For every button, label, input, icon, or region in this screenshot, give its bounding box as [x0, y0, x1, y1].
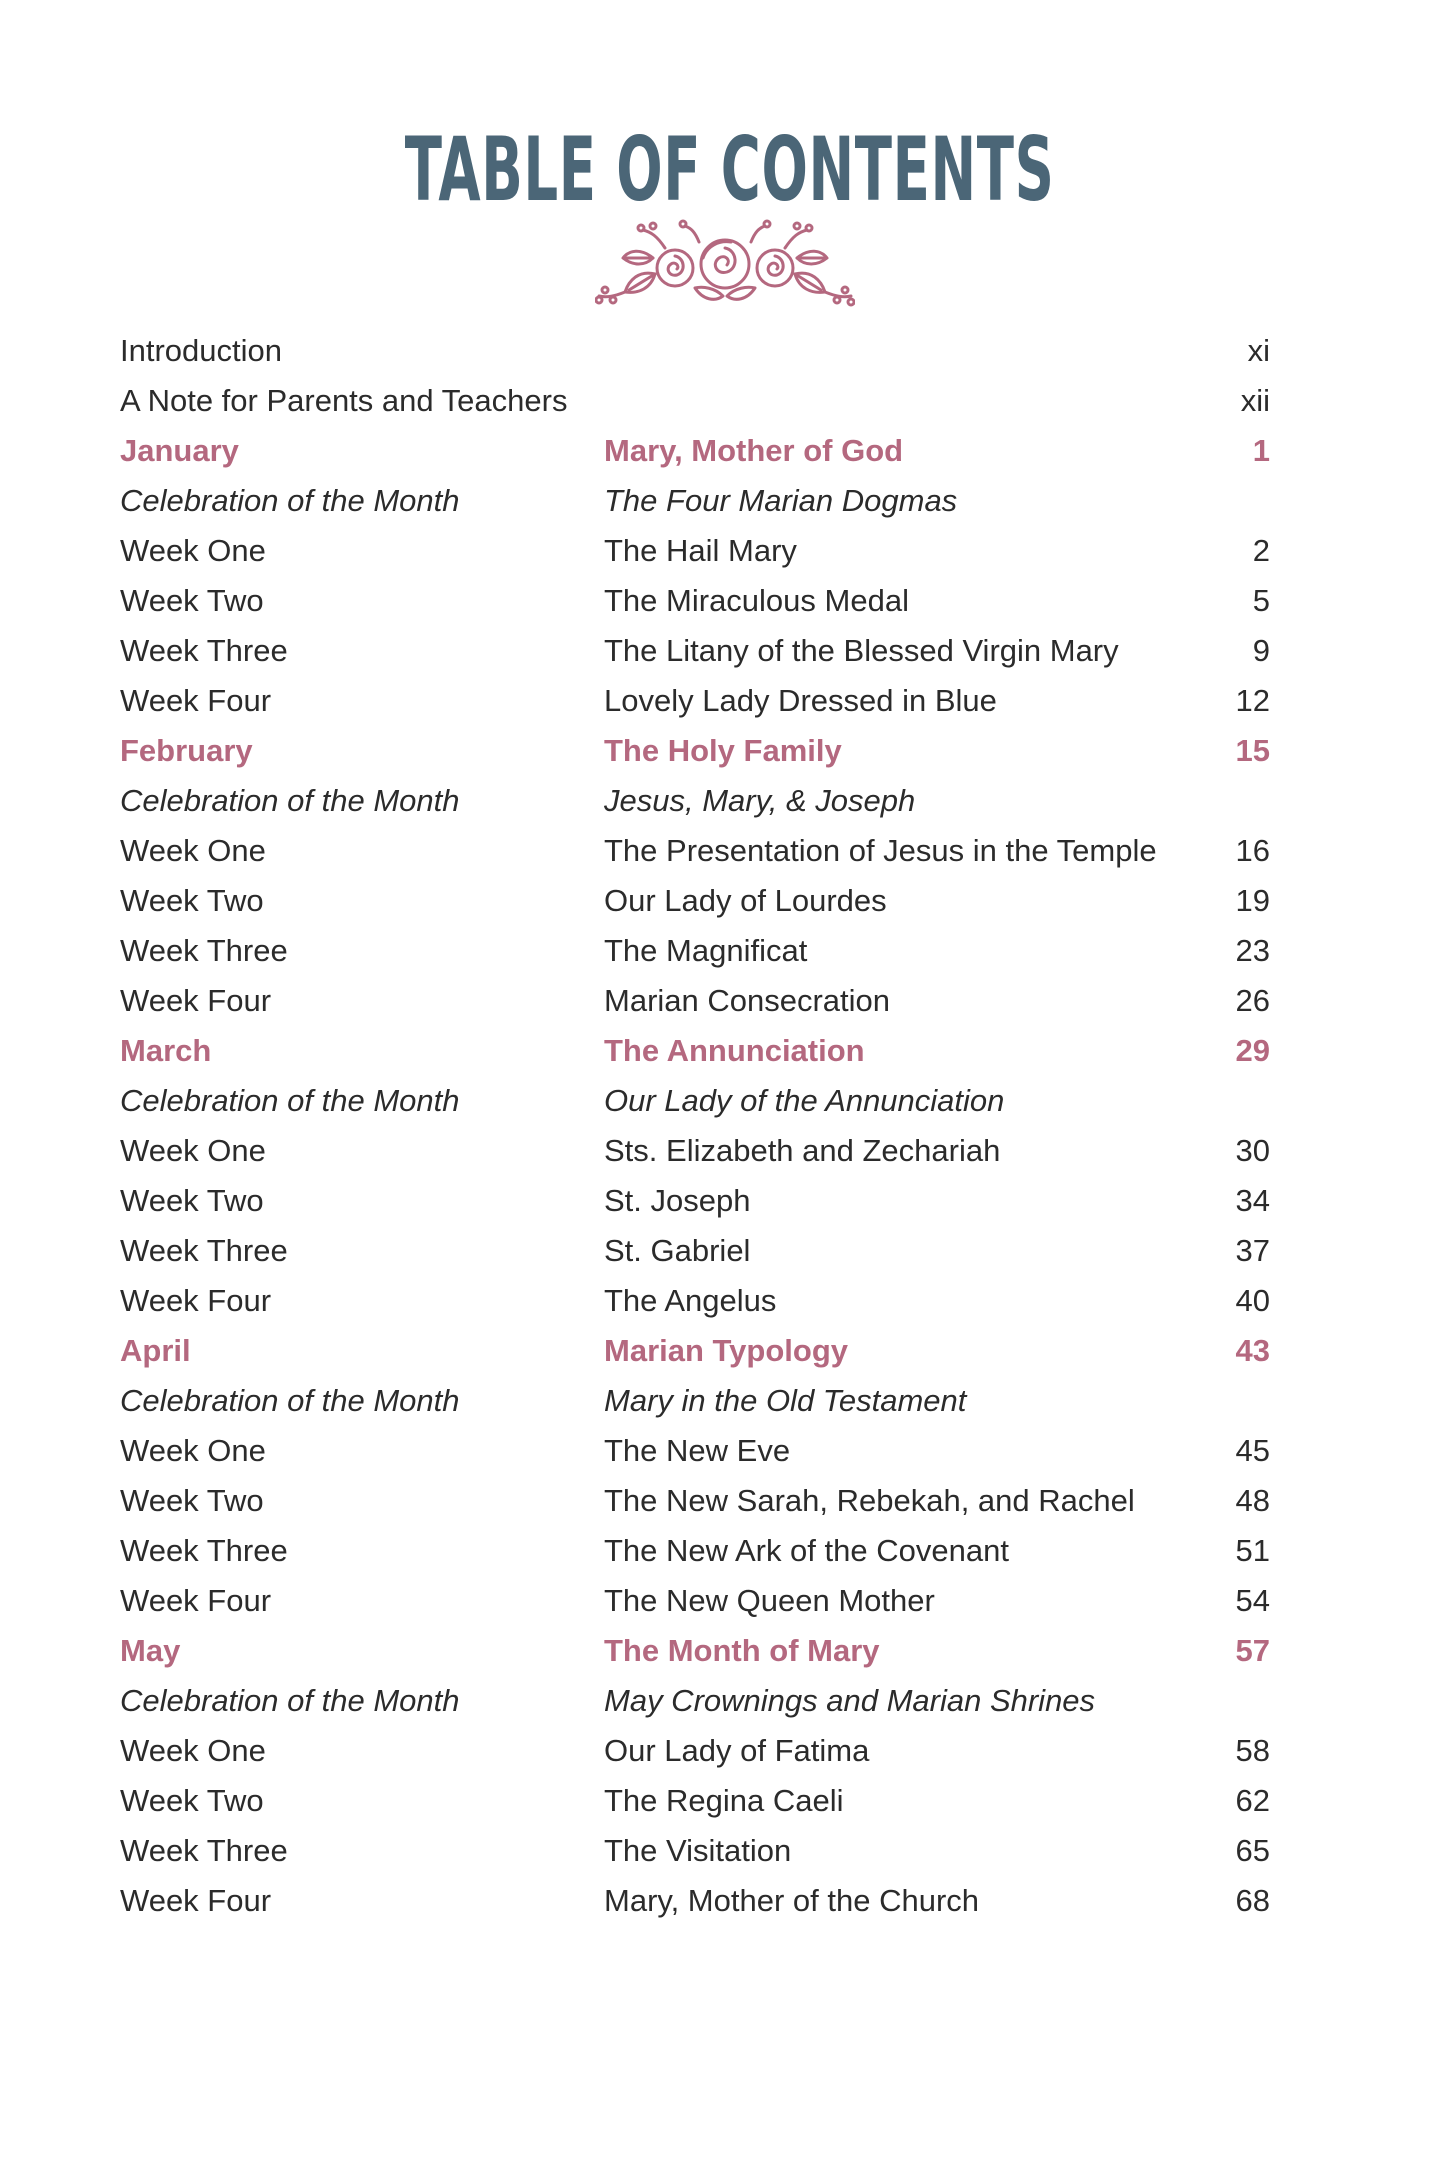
toc-row-label: Celebration of the Month [120, 483, 460, 518]
toc-row-topic: The Hail Mary [604, 533, 797, 568]
toc-row[interactable] [120, 1076, 1270, 1126]
toc-row-topic: Our Lady of Lourdes [604, 883, 887, 918]
toc-row-page-number: 23 [1235, 933, 1270, 968]
toc-row-label: Week Three [120, 933, 288, 968]
toc-row-page-number: 51 [1235, 1533, 1270, 1568]
toc-month-row[interactable] [120, 1026, 1270, 1076]
toc-row-label: Celebration of the Month [120, 783, 460, 818]
toc-row-page-number: 15 [1235, 733, 1270, 768]
toc-row[interactable] [120, 1426, 1270, 1476]
toc-row[interactable] [120, 1226, 1270, 1276]
toc-row-page-number: xi [1247, 333, 1270, 368]
toc-row-page-number: 16 [1235, 833, 1270, 868]
toc-row-label: A Note for Parents and Teachers [120, 383, 568, 418]
page-title: TABLE OF CONTENTS [404, 118, 1055, 221]
toc-row-label: Week One [120, 833, 266, 868]
toc-row[interactable] [120, 676, 1270, 726]
toc-row-topic: Sts. Elizabeth and Zechariah [604, 1133, 1001, 1168]
toc-month-row[interactable] [120, 1326, 1270, 1376]
toc-row-label: Week Two [120, 883, 264, 918]
toc-row-label: February [120, 733, 253, 768]
toc-row-label: Week Three [120, 633, 288, 668]
toc-row-page-number: 62 [1235, 1783, 1270, 1818]
toc-row-label: Celebration of the Month [120, 1083, 460, 1118]
toc-row-topic: The New Eve [604, 1433, 791, 1468]
toc-row-page-number: 29 [1235, 1033, 1270, 1068]
toc-row-topic: The Annunciation [604, 1033, 865, 1068]
toc-row-page-number: 58 [1235, 1733, 1270, 1768]
toc-row[interactable] [120, 476, 1270, 526]
toc-row[interactable] [120, 1876, 1270, 1926]
toc-row-page-number: 68 [1235, 1883, 1270, 1918]
toc-row-label: Introduction [120, 333, 282, 368]
toc-row-page-number: 45 [1235, 1433, 1270, 1468]
toc-row[interactable] [120, 1726, 1270, 1776]
toc-row-topic: Mary, Mother of the Church [604, 1883, 980, 1918]
toc-row-topic: The Month of Mary [604, 1633, 880, 1668]
toc-row-page-number: 37 [1235, 1233, 1270, 1268]
toc-row[interactable] [120, 376, 1270, 426]
toc-row-topic: Our Lady of the Annunciation [604, 1083, 1005, 1118]
toc-row-page-number: 26 [1235, 983, 1270, 1018]
toc-row-label: Week Two [120, 1183, 264, 1218]
toc-row-label: Week Four [120, 983, 272, 1018]
toc-row-topic: The Four Marian Dogmas [604, 483, 958, 518]
toc-row-page-number: 12 [1235, 683, 1270, 718]
toc-row-page-number: 5 [1252, 583, 1270, 618]
toc-row-page-number: 34 [1235, 1183, 1270, 1218]
toc-row-topic: The Visitation [604, 1833, 792, 1868]
toc-row[interactable] [120, 976, 1270, 1026]
toc-month-row[interactable] [120, 1626, 1270, 1676]
toc-row[interactable] [120, 1176, 1270, 1226]
toc-row[interactable] [120, 1676, 1270, 1726]
toc-row-label: May [120, 1633, 181, 1668]
toc-row-label: April [120, 1333, 191, 1368]
toc-row-label: Week Three [120, 1833, 288, 1868]
toc-row-topic: The Regina Caeli [604, 1783, 844, 1818]
toc-row-topic: The New Sarah, Rebekah, and Rachel [604, 1483, 1135, 1518]
toc-row-label: Week Two [120, 1483, 264, 1518]
toc-row-page-number: 30 [1235, 1133, 1270, 1168]
toc-row-topic: St. Joseph [604, 1183, 751, 1218]
toc-row-topic: The Litany of the Blessed Virgin Mary [604, 633, 1119, 668]
toc-row-topic: The Holy Family [604, 733, 842, 768]
toc-row-topic: Marian Typology [604, 1333, 849, 1368]
toc-row[interactable] [120, 1276, 1270, 1326]
toc-row-label: Week Four [120, 1283, 272, 1318]
toc-row-page-number: xii [1240, 383, 1270, 418]
toc-row-page-number: 43 [1235, 1333, 1270, 1368]
toc-row-label: Week One [120, 1433, 266, 1468]
toc-row-label: March [120, 1033, 212, 1068]
toc-row[interactable] [120, 626, 1270, 676]
toc-row-page-number: 54 [1235, 1583, 1270, 1618]
toc-row[interactable] [120, 326, 1270, 376]
toc-row-page-number: 2 [1252, 533, 1270, 568]
toc-row-label: Celebration of the Month [120, 1383, 460, 1418]
toc-row[interactable] [120, 1526, 1270, 1576]
toc-row[interactable] [120, 876, 1270, 926]
toc-row[interactable] [120, 526, 1270, 576]
toc-row-page-number: 9 [1252, 633, 1270, 668]
toc-row[interactable] [120, 1126, 1270, 1176]
toc-row[interactable] [120, 776, 1270, 826]
toc-row-topic: Mary in the Old Testament [604, 1383, 967, 1418]
toc-row-topic: The New Queen Mother [604, 1583, 935, 1618]
toc-row[interactable] [120, 576, 1270, 626]
toc-row-page-number: 57 [1235, 1633, 1270, 1668]
toc-row-topic: St. Gabriel [604, 1233, 751, 1268]
toc-row-topic: The Miraculous Medal [604, 583, 909, 618]
toc-row-label: Week One [120, 1133, 266, 1168]
toc-row-topic: Jesus, Mary, & Joseph [604, 783, 916, 818]
toc-row[interactable] [120, 1376, 1270, 1426]
toc-row-label: Celebration of the Month [120, 1683, 460, 1718]
toc-row[interactable] [120, 926, 1270, 976]
toc-row-topic: Lovely Lady Dressed in Blue [604, 683, 997, 718]
toc-row-topic: The Angelus [604, 1283, 777, 1318]
toc-row-label: Week Two [120, 583, 264, 618]
floral-roses-ornament-icon [595, 218, 855, 310]
toc-row-label: Week Three [120, 1233, 288, 1268]
toc-list [120, 326, 1270, 1926]
toc-row-label: Week Two [120, 1783, 264, 1818]
toc-row-topic: The Magnificat [604, 933, 808, 968]
toc-row-page-number: 65 [1235, 1833, 1270, 1868]
toc-row-page-number: 19 [1235, 883, 1270, 918]
toc-row[interactable] [120, 1576, 1270, 1626]
toc-row[interactable] [120, 1826, 1270, 1876]
toc-row-topic: May Crownings and Marian Shrines [604, 1683, 1096, 1718]
toc-row-label: Week Four [120, 1883, 272, 1918]
toc-row-topic: Marian Consecration [604, 983, 891, 1018]
toc-row-label: January [120, 433, 239, 468]
toc-row-label: Week One [120, 1733, 266, 1768]
toc-row[interactable] [120, 1776, 1270, 1826]
toc-row[interactable] [120, 1476, 1270, 1526]
toc-row-label: Week One [120, 533, 266, 568]
toc-month-row[interactable] [120, 426, 1270, 476]
toc-row-topic: The New Ark of the Covenant [604, 1533, 1009, 1568]
toc-row-topic: The Presentation of Jesus in the Temple [604, 833, 1157, 868]
toc-month-row[interactable] [120, 726, 1270, 776]
toc-row-label: Week Four [120, 683, 272, 718]
toc-row-label: Week Three [120, 1533, 288, 1568]
toc-row-page-number: 48 [1235, 1483, 1270, 1518]
toc-row-page-number: 1 [1252, 433, 1270, 468]
toc-row-topic: Our Lady of Fatima [604, 1733, 870, 1768]
toc-row[interactable] [120, 826, 1270, 876]
toc-row-topic: Mary, Mother of God [604, 433, 904, 468]
toc-row-label: Week Four [120, 1583, 272, 1618]
toc-row-page-number: 40 [1235, 1283, 1270, 1318]
